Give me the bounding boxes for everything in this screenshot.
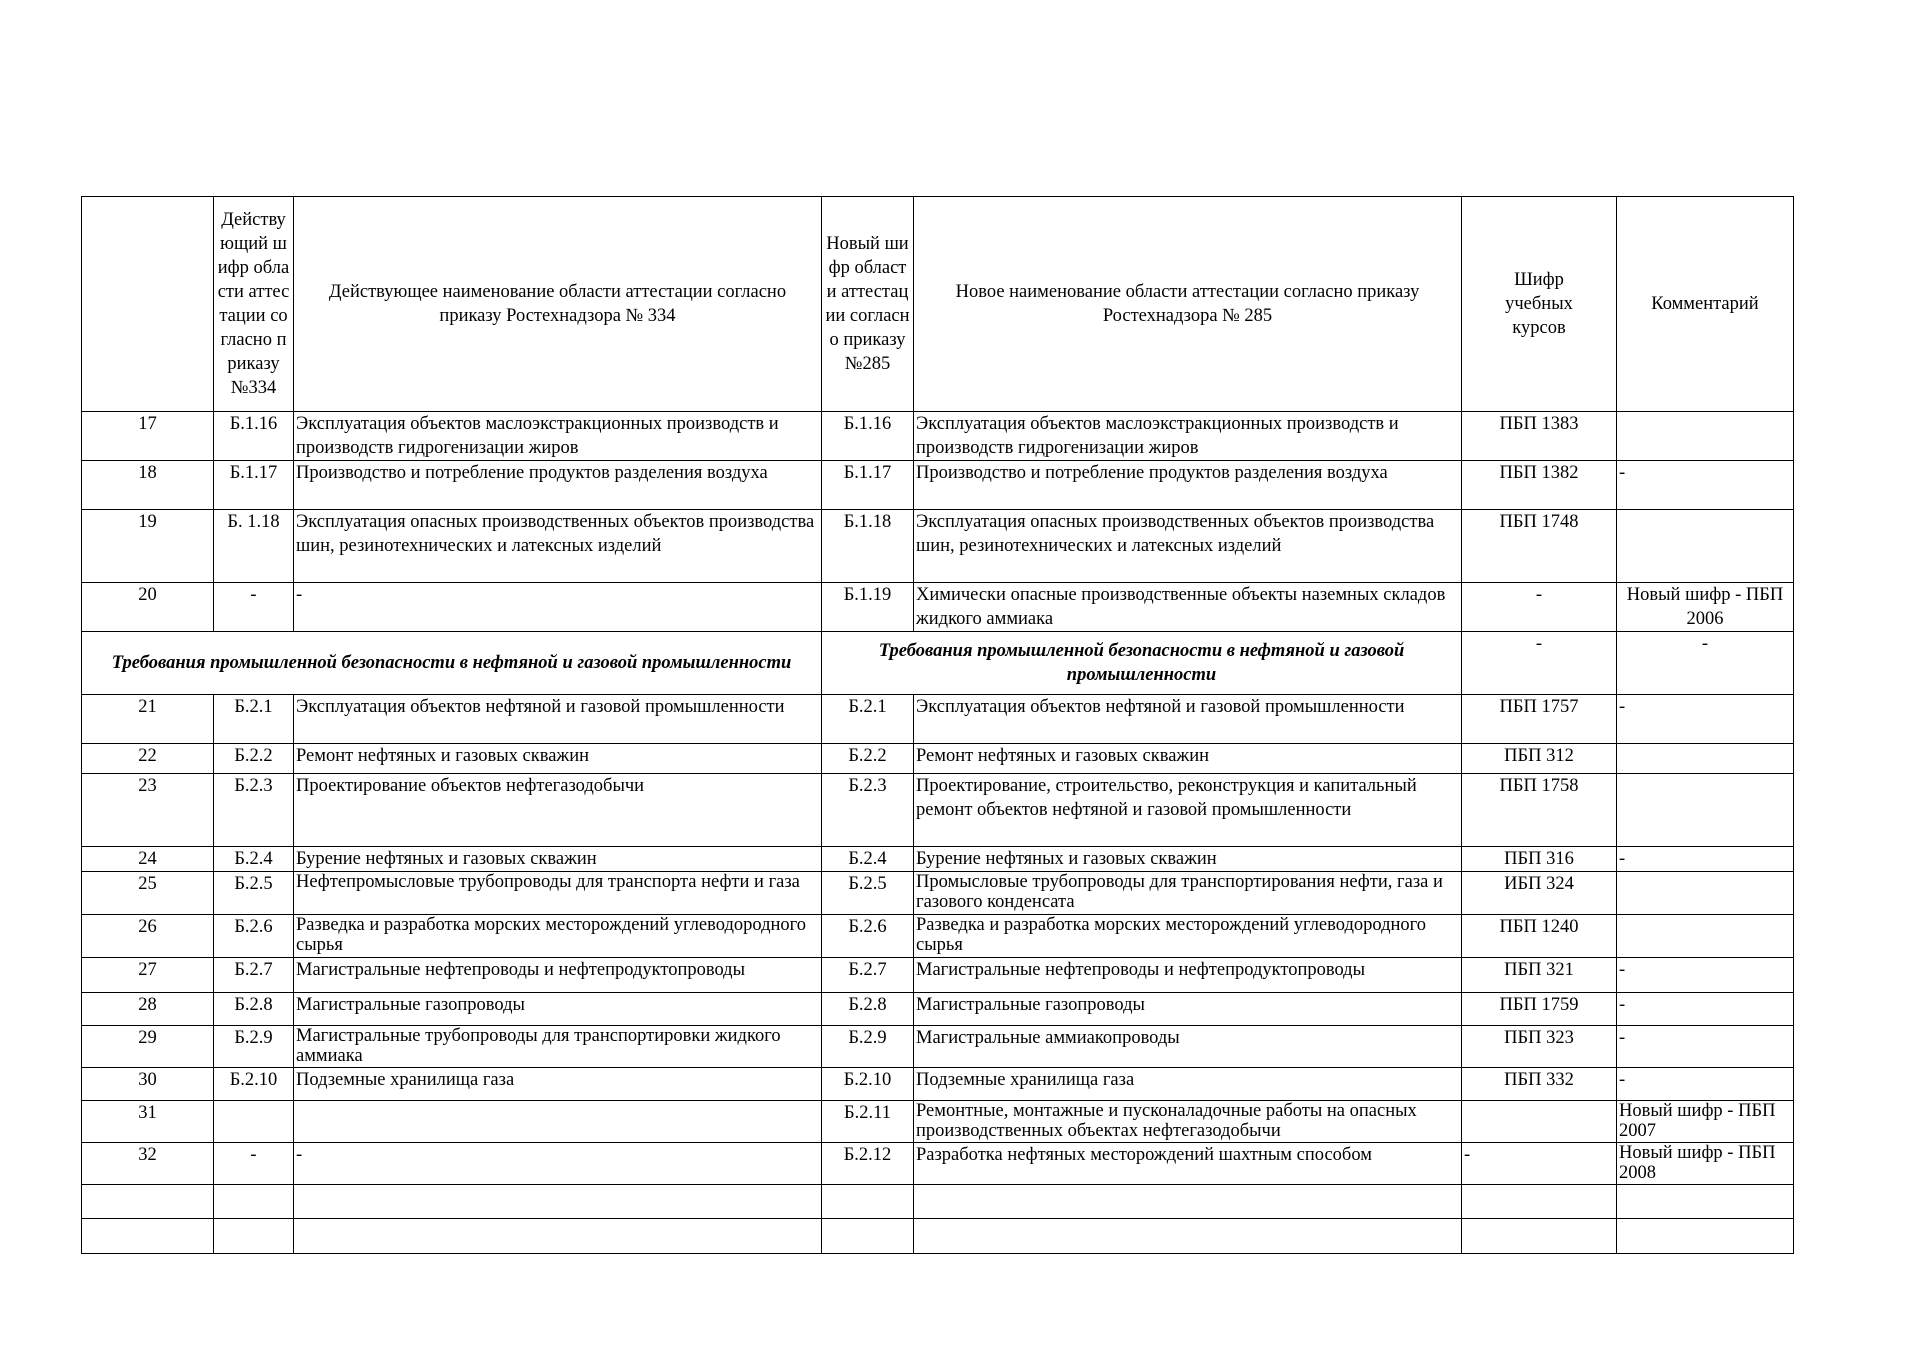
row-old-code: Б.2.9 xyxy=(214,1026,294,1068)
section-heading-row xyxy=(82,632,1794,695)
table-row xyxy=(82,993,1794,1026)
row-old-name: Подземные хранилища газа xyxy=(294,1068,822,1101)
row-num: 28 xyxy=(82,993,214,1026)
row-num: 25 xyxy=(82,872,214,915)
row-old-name: Эксплуатация объектов маслоэкстракционных производств и производств гидрогенизации жиров xyxy=(294,412,822,461)
row-old-code: Б.2.1 xyxy=(214,695,294,744)
section-comment: - xyxy=(1617,632,1794,695)
row-course: ПБП 323 xyxy=(1462,1026,1617,1068)
row-new-code: Б.2.7 xyxy=(822,958,914,993)
row-course: ПБП 1757 xyxy=(1462,695,1617,744)
row-course: ПБП 312 xyxy=(1462,744,1617,774)
table-row xyxy=(82,583,1794,632)
row-old-code: Б.2.8 xyxy=(214,993,294,1026)
row-comment: - xyxy=(1617,1068,1794,1101)
row-new-name: Магистральные нефтепроводы и нефтепродуктопроводы xyxy=(914,958,1462,993)
empty-cell xyxy=(1617,1219,1794,1254)
row-old-code: Б.2.6 xyxy=(214,915,294,958)
table-row xyxy=(82,412,1794,461)
row-num: 31 xyxy=(82,1101,214,1143)
row-old-name xyxy=(294,1101,822,1143)
row-new-name: Эксплуатация объектов маслоэкстракционных производств и производств гидрогенизации жиров xyxy=(914,412,1462,461)
row-comment xyxy=(1617,510,1794,583)
row-comment: - xyxy=(1617,993,1794,1026)
header-old-name: Действующее наименование области аттестации согласно приказу Ростехнадзора № 334 xyxy=(294,197,822,412)
table-row xyxy=(82,1026,1794,1068)
empty-cell xyxy=(914,1185,1462,1219)
row-course: ПБП 1758 xyxy=(1462,774,1617,847)
row-new-name: Промысловые трубопроводы для транспортирования нефти, газа и газового конденсата xyxy=(914,872,1462,915)
row-old-name: Эксплуатация объектов нефтяной и газовой промышленности xyxy=(294,695,822,744)
row-old-code: Б.2.7 xyxy=(214,958,294,993)
row-course: ПБП 1382 xyxy=(1462,461,1617,510)
row-num: 21 xyxy=(82,695,214,744)
row-new-name: Разработка нефтяных месторождений шахтным способом xyxy=(914,1143,1462,1185)
row-new-name: Эксплуатация опасных производственных объектов производства шин, резинотехнических и латексных изделий xyxy=(914,510,1462,583)
header-comment: Комментарий xyxy=(1617,197,1794,412)
row-course: - xyxy=(1462,1143,1617,1185)
row-comment xyxy=(1617,872,1794,915)
row-course: ПБП 321 xyxy=(1462,958,1617,993)
row-old-name: Магистральные газопроводы xyxy=(294,993,822,1026)
row-new-name: Эксплуатация объектов нефтяной и газовой промышленности xyxy=(914,695,1462,744)
table-row xyxy=(82,958,1794,993)
row-num: 19 xyxy=(82,510,214,583)
row-num: 20 xyxy=(82,583,214,632)
row-num: 26 xyxy=(82,915,214,958)
row-comment: Новый шифр - ПБП 2008 xyxy=(1617,1143,1794,1185)
row-old-name: Эксплуатация опасных производственных объектов производства шин, резинотехнических и латексных изделий xyxy=(294,510,822,583)
table-header-row xyxy=(82,197,1794,412)
header-course: Шифр учебных курсов xyxy=(1462,197,1617,412)
row-new-code: Б.1.18 xyxy=(822,510,914,583)
row-new-code: Б.2.3 xyxy=(822,774,914,847)
empty-cell xyxy=(1617,1185,1794,1219)
empty-row xyxy=(82,1219,1794,1254)
table-row xyxy=(82,695,1794,744)
row-old-name: Магистральные трубопроводы для транспортировки жидкого аммиака xyxy=(294,1026,822,1068)
empty-cell xyxy=(214,1219,294,1254)
row-new-name: Разведка и разработка морских месторождений углеводородного сырья xyxy=(914,915,1462,958)
row-course: ПБП 1759 xyxy=(1462,993,1617,1026)
table-row xyxy=(82,461,1794,510)
row-new-name: Магистральные аммиакопроводы xyxy=(914,1026,1462,1068)
row-old-code xyxy=(214,1101,294,1143)
document-sheet xyxy=(81,196,1793,1255)
row-new-name: Химически опасные производственные объекты наземных складов жидкого аммиака xyxy=(914,583,1462,632)
row-old-code: Б.2.5 xyxy=(214,872,294,915)
row-new-code: Б.1.17 xyxy=(822,461,914,510)
row-old-code: Б.2.2 xyxy=(214,744,294,774)
row-new-code: Б.2.6 xyxy=(822,915,914,958)
row-comment: Новый шифр - ПБП 2007 xyxy=(1617,1101,1794,1143)
table-row xyxy=(82,1068,1794,1101)
empty-cell xyxy=(822,1185,914,1219)
row-old-code: Б. 1.18 xyxy=(214,510,294,583)
row-old-name: Магистральные нефтепроводы и нефтепродуктопроводы xyxy=(294,958,822,993)
table-row xyxy=(82,1101,1794,1143)
row-old-code: Б.2.4 xyxy=(214,847,294,872)
empty-cell xyxy=(914,1219,1462,1254)
row-new-name: Производство и потребление продуктов разделения воздуха xyxy=(914,461,1462,510)
row-old-code: - xyxy=(214,1143,294,1185)
row-comment: - xyxy=(1617,958,1794,993)
table-row xyxy=(82,847,1794,872)
header-new-code: Новый шифр области аттестации согласно приказу №285 xyxy=(822,197,914,412)
row-old-code: Б.2.10 xyxy=(214,1068,294,1101)
row-old-name: Ремонт нефтяных и газовых скважин xyxy=(294,744,822,774)
row-course: - xyxy=(1462,583,1617,632)
row-num: 17 xyxy=(82,412,214,461)
row-new-code: Б.2.12 xyxy=(822,1143,914,1185)
row-old-name: Бурение нефтяных и газовых скважин xyxy=(294,847,822,872)
row-comment xyxy=(1617,412,1794,461)
row-num: 23 xyxy=(82,774,214,847)
empty-cell xyxy=(1462,1219,1617,1254)
row-course: ПБП 1748 xyxy=(1462,510,1617,583)
row-comment xyxy=(1617,744,1794,774)
row-old-name: - xyxy=(294,1143,822,1185)
row-new-code: Б.2.10 xyxy=(822,1068,914,1101)
row-old-name: Разведка и разработка морских месторождений углеводородного сырья xyxy=(294,915,822,958)
row-old-name: Проектирование объектов нефтегазодобычи xyxy=(294,774,822,847)
table-row xyxy=(82,872,1794,915)
row-num: 29 xyxy=(82,1026,214,1068)
row-num: 30 xyxy=(82,1068,214,1101)
row-course: ПБП 316 xyxy=(1462,847,1617,872)
header-old-code: Действующий шифр области аттестации согласно приказу №334 xyxy=(214,197,294,412)
empty-cell xyxy=(82,1219,214,1254)
header-num xyxy=(82,197,214,412)
section-title-old: Требования промышленной безопасности в нефтяной и газовой промышленности xyxy=(82,632,822,695)
row-old-code: Б.1.16 xyxy=(214,412,294,461)
row-new-name: Проектирование, строительство, реконструкция и капитальный ремонт объектов нефтяной и газовой промышленности xyxy=(914,774,1462,847)
row-old-code: Б.2.3 xyxy=(214,774,294,847)
row-comment: Новый шифр - ПБП 2006 xyxy=(1617,583,1794,632)
row-course: ПБП 1240 xyxy=(1462,915,1617,958)
row-comment: - xyxy=(1617,1026,1794,1068)
table-row xyxy=(82,744,1794,774)
row-old-code: Б.1.17 xyxy=(214,461,294,510)
section-title-new: Требования промышленной безопасности в нефтяной и газовой промышленности xyxy=(822,632,1462,695)
row-old-code: - xyxy=(214,583,294,632)
empty-cell xyxy=(294,1219,822,1254)
row-num: 24 xyxy=(82,847,214,872)
row-new-name: Магистральные газопроводы xyxy=(914,993,1462,1026)
row-num: 27 xyxy=(82,958,214,993)
row-new-code: Б.2.5 xyxy=(822,872,914,915)
empty-cell xyxy=(822,1219,914,1254)
header-new-name: Новое наименование области аттестации согласно приказу Ростехнадзора № 285 xyxy=(914,197,1462,412)
row-old-name: Производство и потребление продуктов разделения воздуха xyxy=(294,461,822,510)
row-new-code: Б.2.1 xyxy=(822,695,914,744)
row-course: ПБП 332 xyxy=(1462,1068,1617,1101)
row-new-code: Б.2.4 xyxy=(822,847,914,872)
empty-cell xyxy=(82,1185,214,1219)
row-course: ИБП 324 xyxy=(1462,872,1617,915)
row-new-code: Б.2.2 xyxy=(822,744,914,774)
attestation-table xyxy=(81,196,1794,1254)
row-new-name: Ремонтные, монтажные и пусконаладочные работы на опасных производственных объектах нефтегазодобычи xyxy=(914,1101,1462,1143)
row-comment xyxy=(1617,774,1794,847)
empty-cell xyxy=(214,1185,294,1219)
row-new-name: Бурение нефтяных и газовых скважин xyxy=(914,847,1462,872)
row-old-name: - xyxy=(294,583,822,632)
row-new-name: Подземные хранилища газа xyxy=(914,1068,1462,1101)
empty-cell xyxy=(294,1185,822,1219)
row-num: 22 xyxy=(82,744,214,774)
row-comment: - xyxy=(1617,695,1794,744)
row-new-code: Б.2.11 xyxy=(822,1101,914,1143)
row-num: 32 xyxy=(82,1143,214,1185)
table-row xyxy=(82,510,1794,583)
row-new-code: Б.1.19 xyxy=(822,583,914,632)
row-new-code: Б.2.9 xyxy=(822,1026,914,1068)
row-new-name: Ремонт нефтяных и газовых скважин xyxy=(914,744,1462,774)
row-comment: - xyxy=(1617,461,1794,510)
row-new-code: Б.2.8 xyxy=(822,993,914,1026)
row-old-name: Нефтепромысловые трубопроводы для транспорта нефти и газа xyxy=(294,872,822,915)
table-row xyxy=(82,915,1794,958)
row-comment xyxy=(1617,915,1794,958)
empty-cell xyxy=(1462,1185,1617,1219)
section-course: - xyxy=(1462,632,1617,695)
row-num: 18 xyxy=(82,461,214,510)
empty-row xyxy=(82,1185,1794,1219)
row-new-code: Б.1.16 xyxy=(822,412,914,461)
row-comment: - xyxy=(1617,847,1794,872)
row-course xyxy=(1462,1101,1617,1143)
table-row xyxy=(82,1143,1794,1185)
table-row xyxy=(82,774,1794,847)
row-course: ПБП 1383 xyxy=(1462,412,1617,461)
